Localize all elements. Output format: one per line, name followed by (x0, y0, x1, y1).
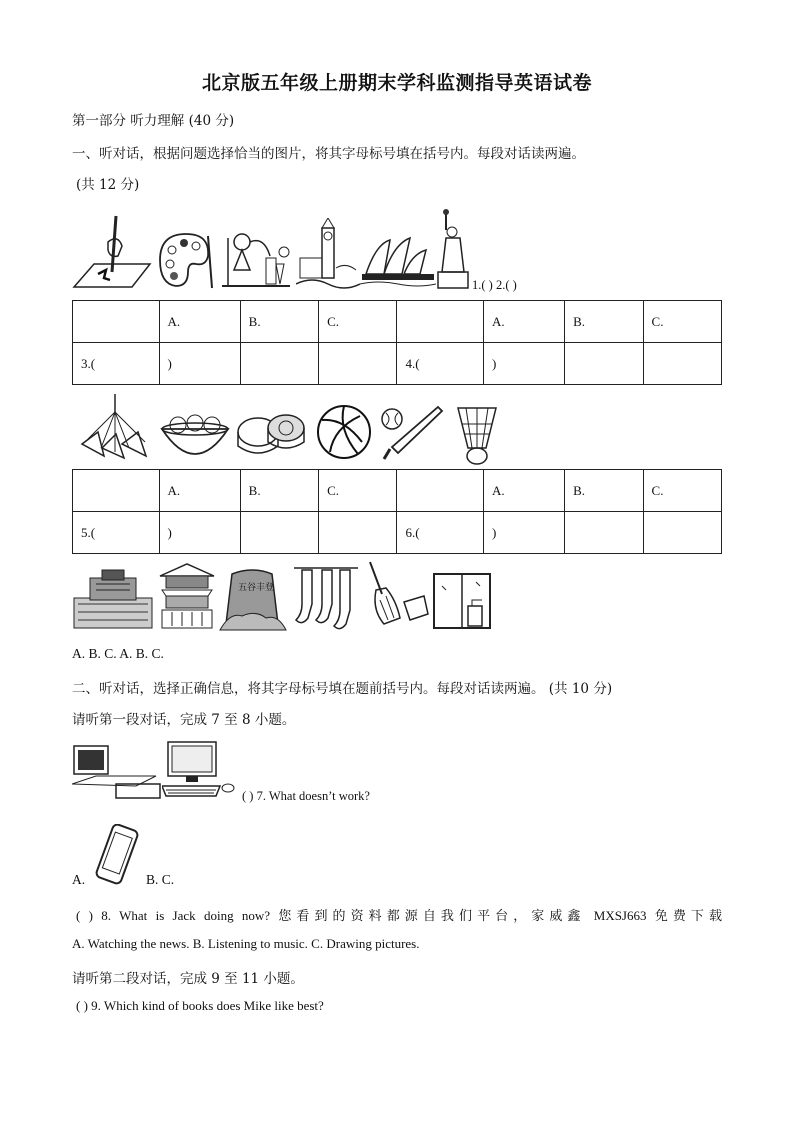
table-cell: 4.( (397, 343, 484, 385)
computer-icon (162, 740, 236, 800)
table-cell: B. (565, 301, 643, 343)
answer-table-2 (72, 469, 722, 554)
table-cell (565, 512, 643, 554)
phone-icon (92, 824, 140, 886)
table-cell: ) (484, 512, 565, 554)
table-cell (73, 470, 160, 512)
sweeping-icon (364, 560, 430, 630)
table-cell: C. (643, 301, 721, 343)
table-row (73, 343, 722, 385)
table-cell: 6.( (397, 512, 484, 554)
q8-options: A. Watching the news. B. Listening to music. C. Drawing pictures. (72, 936, 420, 951)
page-title: 北京版五年级上册期末学科监测指导英语试卷 (201, 72, 592, 94)
table-row (73, 470, 722, 512)
window-cleaning-icon (432, 572, 492, 630)
brush-painting-icon (72, 212, 152, 290)
q7-options-bc: B. C. (146, 872, 175, 887)
statue-of-liberty-icon (432, 208, 472, 290)
table-cell: B. (240, 301, 318, 343)
mooncake-icon (236, 406, 306, 460)
poster-calligraphy-text: 五谷丰登 (238, 583, 275, 593)
table-cell: 5.( (73, 512, 160, 554)
table-cell: C. (643, 470, 721, 512)
table-cell: C. (319, 301, 397, 343)
part1-heading: 第一部分 听力理解 (40 分) (72, 113, 235, 129)
london-icon (296, 218, 360, 290)
dialog2-instruction: 请听第二段对话，完成 9 至 11 小题。 (72, 971, 304, 987)
baseball-icon (380, 403, 444, 463)
section1-instruction: 一、听对话，根据问题选择恰当的图片，将其字母标号填在括号内。每段对话读两遍。 (72, 146, 585, 162)
table-cell (643, 512, 721, 554)
tangyuan-icon (160, 407, 230, 457)
table-cell: A. (159, 470, 240, 512)
table-cell: C. (319, 470, 397, 512)
q7-option-a: A. (72, 872, 86, 887)
table-cell (73, 301, 160, 343)
lab-equipment-icon (218, 228, 294, 290)
table-cell: B. (240, 470, 318, 512)
socks-icon (294, 562, 358, 632)
table-row (73, 301, 722, 343)
question-7: ( ) 7. What doesn’t work? (242, 789, 370, 803)
sydney-opera-house-icon (360, 232, 436, 288)
tv-icon (72, 744, 162, 802)
zongzi-icon (78, 392, 152, 464)
table-cell (643, 343, 721, 385)
row1-answer-tail: 1.( ) 2.( ) (472, 278, 517, 292)
table-cell: ) (159, 343, 240, 385)
table-cell: ) (484, 343, 565, 385)
question-8: ( ) 8. What is Jack doing now? 您看到的资料都源自我们平台，家威鑫 MXSJ663 免费下载 (76, 908, 722, 923)
table-cell: A. (484, 470, 565, 512)
stone-tablet-icon (218, 566, 288, 632)
table-cell (397, 470, 484, 512)
table-cell: A. (484, 301, 565, 343)
dialog1-instruction: 请听第一段对话，完成 7 至 8 小题。 (72, 712, 296, 728)
table-cell (565, 343, 643, 385)
table-cell (319, 343, 397, 385)
answer-table-1 (72, 300, 722, 385)
table-row (73, 512, 722, 554)
table-cell (240, 512, 318, 554)
section1-points: (共 12 分) (76, 177, 140, 193)
table-cell (319, 512, 397, 554)
table-cell: B. (565, 470, 643, 512)
badminton-icon (452, 404, 502, 466)
potala-palace-icon (72, 568, 154, 630)
palette-icon (152, 230, 214, 290)
question-9: ( ) 9. Which kind of books does Mike like best? (76, 998, 324, 1013)
table-cell: ) (159, 512, 240, 554)
row3-options: A. B. C. A. B. C. (72, 646, 164, 661)
section2-instruction: 二、听对话，选择正确信息，将其字母标号填在题前括号内。每段对话读两遍。 (共 10 分) (72, 681, 613, 697)
table-cell: 3.( (73, 343, 160, 385)
volleyball-icon (316, 404, 372, 460)
table-cell (397, 301, 484, 343)
table-cell: A. (159, 301, 240, 343)
tower-icon (156, 562, 218, 630)
table-cell (240, 343, 318, 385)
